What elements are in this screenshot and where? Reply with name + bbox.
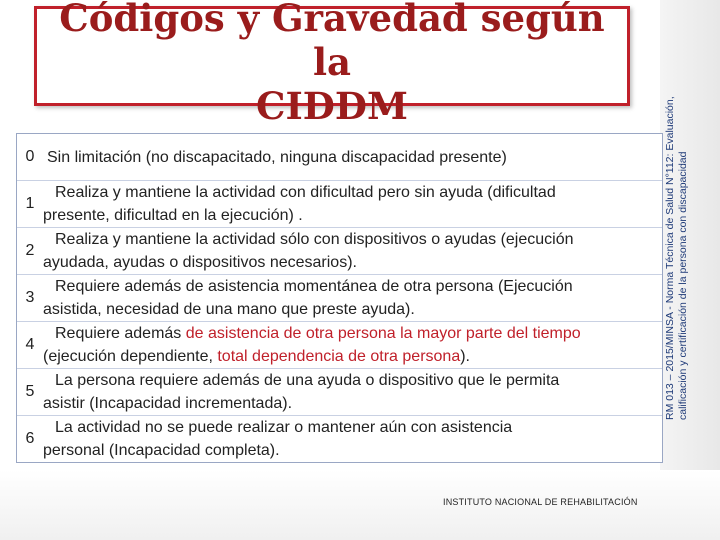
description-line: presente, dificultad en la ejecución) . [43,207,303,224]
description-line: Requiere además de asistencia momentánea de otra persona (Ejecución [55,278,573,295]
severity-description [43,181,556,227]
severity-code: 0 [25,148,35,165]
table-row [17,369,662,416]
slide-title [37,0,627,128]
description-line: La actividad no se puede realizar o mantener aún con asistencia [55,419,513,436]
title-box [34,0,630,128]
codes-table [16,133,663,463]
severity-description [43,416,512,462]
description-line: ayudada, ayudas o dispositivos necesarios). [43,254,357,271]
title-line-2: CIDDM [256,84,408,128]
description-text: (ejecución dependiente, [43,348,218,365]
severity-code: 1 [25,195,35,212]
description-line: personal (Incapacidad completa). [43,442,280,459]
table-row [17,134,662,181]
description-text: ). [460,348,470,365]
description-line [43,322,581,345]
severity-description: Sin limitación (no discapacitado, ninguna discapacidad presente) [47,148,507,166]
severity-description [43,369,559,415]
severity-code: 3 [25,289,35,306]
severity-code: 6 [25,430,35,447]
side-note-line-1: RM 013 – 2015/MINSA - Norma Técnica de Salud N°112: Evaluación, [664,96,676,420]
severity-description [43,228,574,274]
severity-code: 5 [25,383,35,400]
description-line: asistida, necesidad de una mano que preste ayuda). [43,301,415,318]
severity-code: 4 [25,336,35,353]
description-line: Realiza y mantiene la actividad sólo con dispositivos o ayudas (ejecución [55,231,574,248]
table-row [17,322,662,369]
table-row [17,181,662,228]
footer-institution: INSTITUTO NACIONAL DE REHABILITACIÓN [443,497,638,507]
highlighted-text: total dependencia de otra persona [217,348,461,365]
severity-description [43,275,573,321]
severity-code: 2 [25,242,35,259]
side-note-line-2: calificación y certificación de la persona con discapacidad [677,151,689,420]
description-line: La persona requiere además de una ayuda o dispositivo que le permita [55,372,560,389]
description-text: Requiere además [55,325,186,342]
table-row [17,275,662,322]
table-row [17,228,662,275]
description-line: Realiza y mantiene la actividad con dificultad pero sin ayuda (dificultad [55,184,556,201]
title-line-1: Códigos y Gravedad según la [59,0,605,84]
side-note [664,40,714,420]
description-line [43,345,581,368]
description-line: asistir (Incapacidad incrementada). [43,395,293,412]
table-row [17,416,662,462]
highlighted-text: de asistencia de otra persona la mayor parte del tiempo [185,325,581,342]
severity-description [43,322,581,368]
